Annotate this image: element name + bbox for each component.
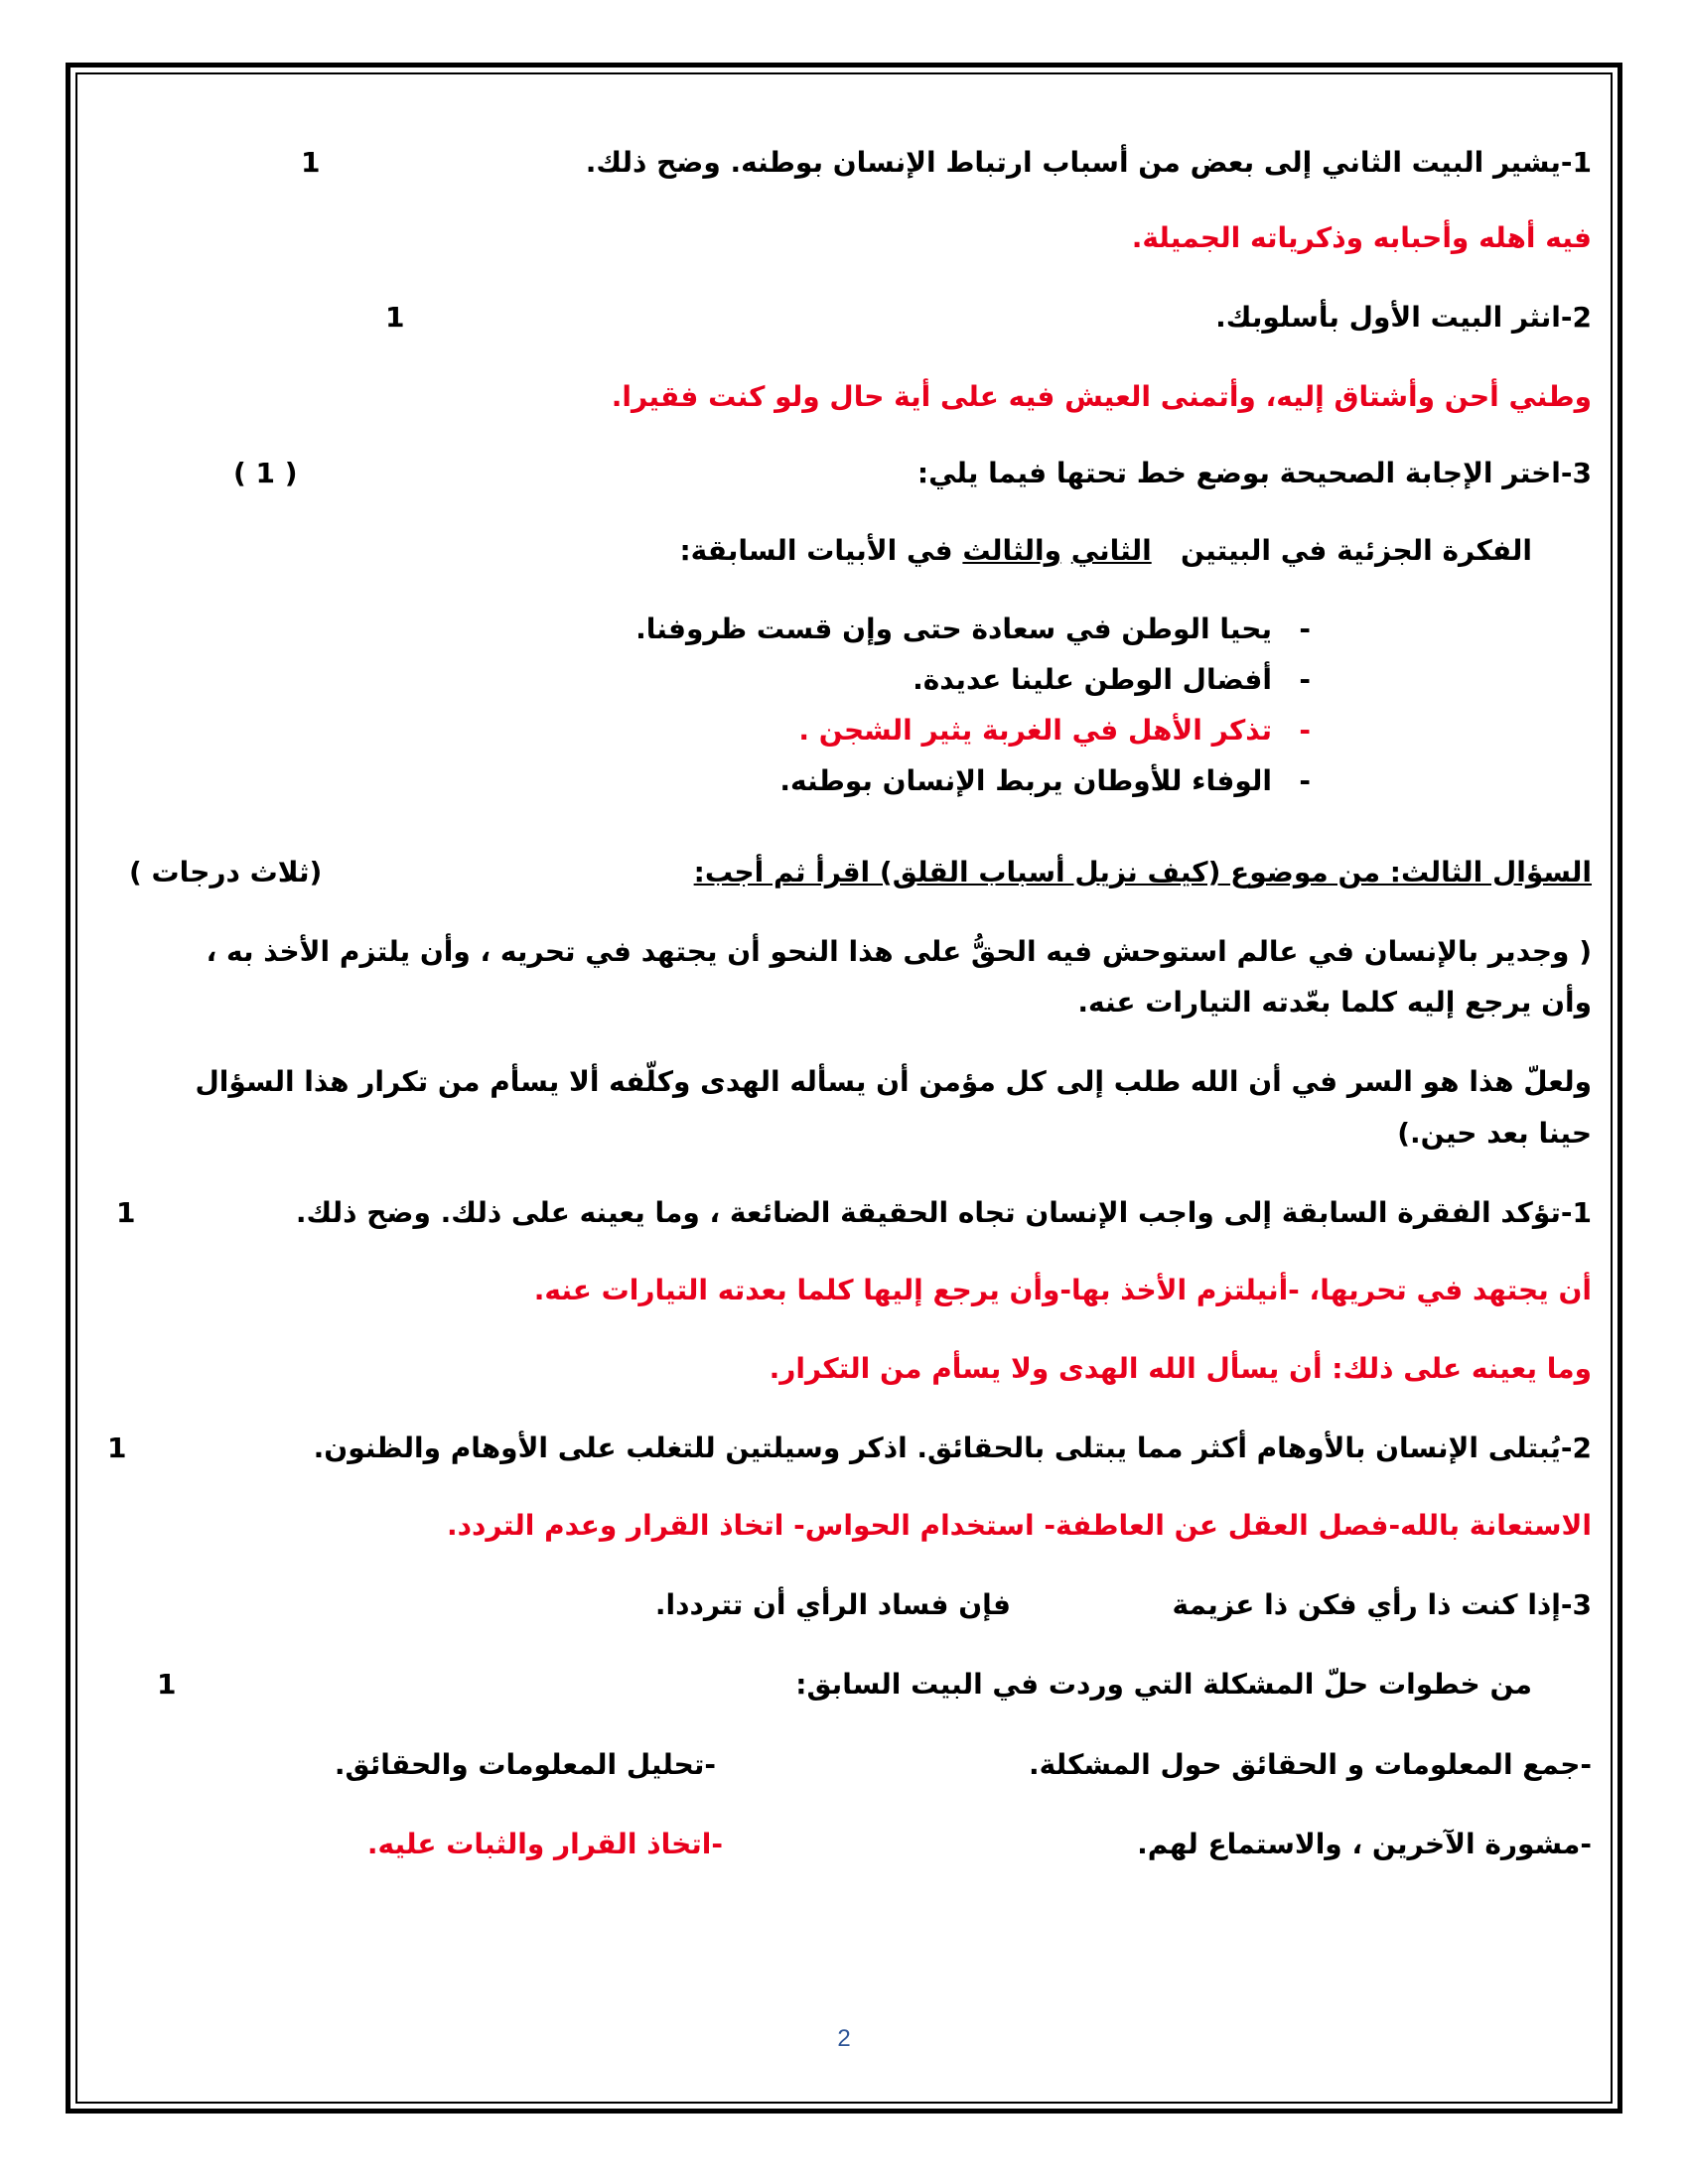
option-dash: - bbox=[1299, 613, 1311, 645]
option-3-correct: تذكر الأهل في الغربة يثير الشجن . bbox=[798, 714, 1272, 747]
question-3-prompt: الفكرة الجزئية في البيتين الثاني والثالث في الأبيات السابقة: bbox=[679, 534, 1532, 567]
s3-question-1-text: 1-تؤكد الفقرة السابقة إلى واجب الإنسان تجاه الحقيقة الضائعة ، وما يعينه على ذلك. وضح ذلك. bbox=[295, 1196, 1592, 1229]
s3-question-1-mark: 1 bbox=[116, 1196, 136, 1229]
s3-question-3-verse-first-half: 3-إذا كنت ذا رأي فكن ذا عزيمة bbox=[1172, 1588, 1592, 1621]
step-3: -مشورة الآخرين ، والاستماع لهم. bbox=[1137, 1828, 1592, 1860]
option-dash: - bbox=[1299, 764, 1311, 797]
question-3-text: 3-اختر الإجابة الصحيحة بوضع خط تحتها فيما يلي: bbox=[916, 457, 1592, 489]
option-4: الوفاء للأوطان يربط الإنسان بوطنه. bbox=[779, 764, 1272, 797]
step-4: -اتخاذ القرار والثبات عليه. bbox=[366, 1828, 723, 1860]
document-content bbox=[99, 0, 1592, 2184]
passage-line-4: حينا بعد حين.) bbox=[1397, 1117, 1592, 1150]
passage-line-2: وأن يرجع إليه كلما بعّدته التيارات عنه. bbox=[1077, 986, 1592, 1019]
question-1-mark: 1 bbox=[301, 146, 321, 179]
option-2: أفضال الوطن علينا عديدة. bbox=[913, 663, 1272, 696]
s3-question-2-answer: الاستعانة بالله-فصل العقل عن العاطفة- استخدام الحواس- اتخاذ القرار وعدم التردد. bbox=[446, 1509, 1592, 1542]
question-2-answer: وطني أحن وأشتاق إليه، وأتمنى العيش فيه على أية حال ولو كنت فقيرا. bbox=[611, 380, 1592, 413]
question-1-answer: فيه أهله وأحبابه وذكرياته الجميلة. bbox=[1131, 221, 1592, 254]
s3-question-2-text: 2-يُبتلى الإنسان بالأوهام أكثر مما يبتلى بالحقائق. اذكر وسيلتين للتغلب على الأوهام والظنون. bbox=[313, 1432, 1592, 1464]
option-dash: - bbox=[1299, 714, 1311, 747]
section-3-title: السؤال الثالث: من موضوع (كيف نزيل أسباب القلق) اقرأ ثم أجب: bbox=[693, 856, 1592, 888]
question-3-mark: ( 1 ) bbox=[233, 457, 298, 489]
option-dash: - bbox=[1299, 663, 1311, 696]
page-number: 2 bbox=[837, 2025, 851, 2052]
step-2: -تحليل المعلومات والحقائق. bbox=[334, 1748, 716, 1781]
s3-question-3-mark: 1 bbox=[157, 1668, 177, 1701]
passage-line-3: ولعلّ هذا هو السر في أن الله طلب إلى كل مؤمن أن يسأله الهدى وكلّفه ألا يسأم من تكرار هذا السؤال bbox=[195, 1065, 1592, 1098]
question-1-text: 1-يشير البيت الثاني إلى بعض من أسباب ارتباط الإنسان بوطنه. وضح ذلك. bbox=[585, 146, 1592, 179]
option-1: يحيا الوطن في سعادة حتى وإن قست ظروفنا. bbox=[635, 613, 1272, 645]
section-3-grade: ( ثلاث درجات) bbox=[129, 856, 323, 888]
underlined-second: الثاني bbox=[1070, 534, 1152, 567]
underlined-third: والثالث bbox=[962, 534, 1062, 567]
s3-question-2-mark: 1 bbox=[107, 1432, 127, 1464]
question-2-mark: 1 bbox=[385, 301, 405, 334]
question-2-text: 2-انثر البيت الأول بأسلوبك. bbox=[1215, 301, 1592, 334]
s3-question-1-answer-1: أن يجتهد في تحريها، -أنيلتزم الأخذ بها-وأن يرجع إليها كلما بعدته التيارات عنه. bbox=[533, 1274, 1592, 1306]
step-1: -جمع المعلومات و الحقائق حول المشكلة. bbox=[1029, 1748, 1592, 1781]
s3-question-3-verse-second-half: فإن فساد الرأي أن تترددا. bbox=[654, 1588, 1011, 1621]
s3-question-3-prompt: من خطوات حلّ المشكلة التي وردت في البيت السابق: bbox=[795, 1668, 1532, 1701]
s3-question-1-answer-2: وما يعينه على ذلك: أن يسأل الله الهدى ولا يسأم من التكرار. bbox=[769, 1352, 1592, 1385]
passage-line-1: ( وجدير بالإنسان في عالم استوحش فيه الحقُّ على هذا النحو أن يجتهد في تحريه ، وأن يلتزم الأخذ به ، bbox=[206, 935, 1592, 968]
